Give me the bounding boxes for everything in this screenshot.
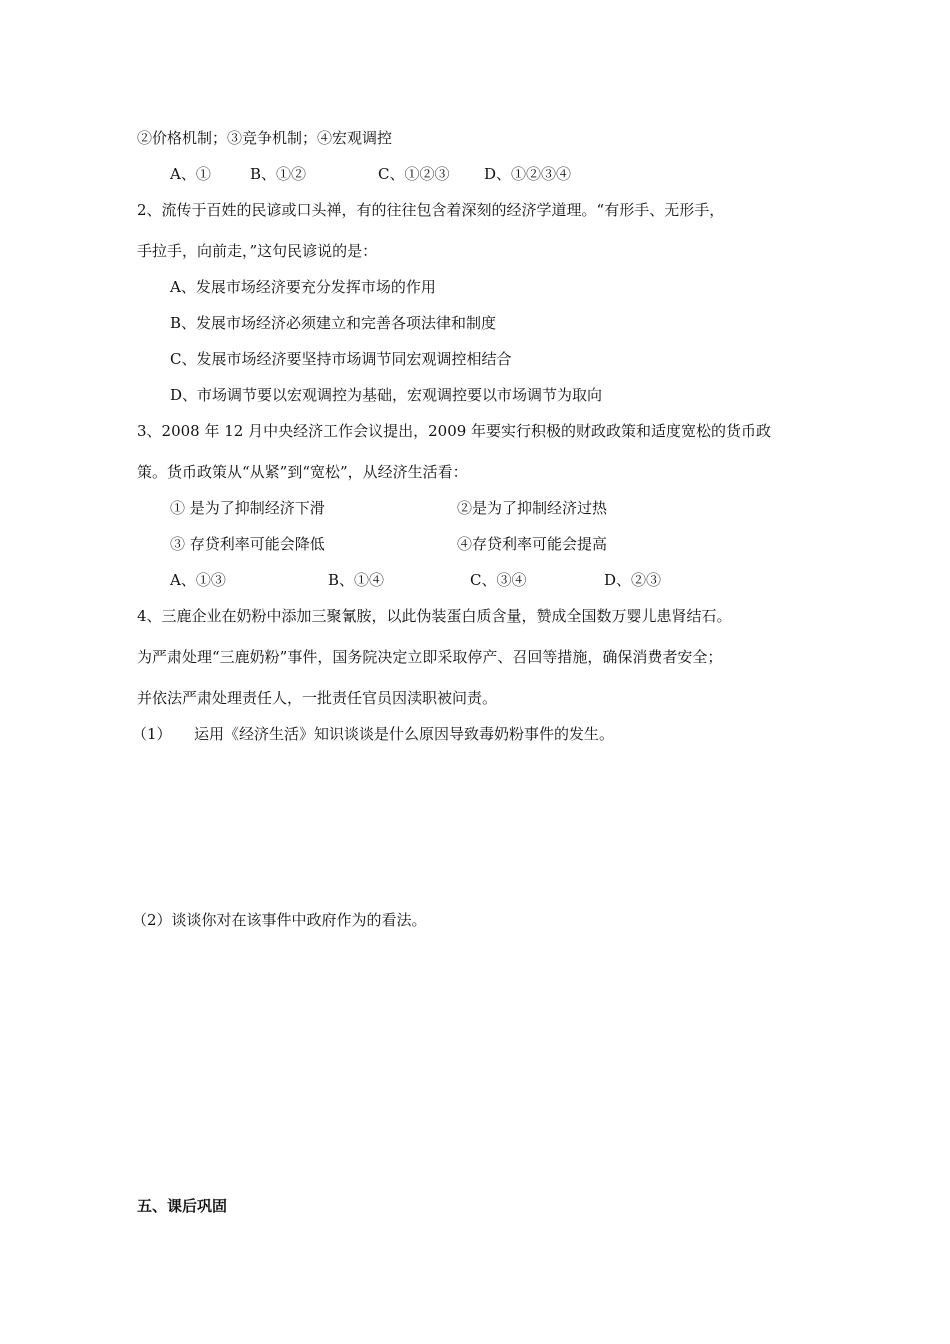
- q2-option-a: A、发展市场经济要充分发挥市场的作用: [170, 278, 436, 296]
- q2-stem-line-1: 2、流传于百姓的民谚或口头禅，有的往往包含着深刻的经济学道理。“有形手、无形手，: [137, 201, 725, 219]
- q3-option-d: D、②③: [604, 571, 662, 589]
- q3-stem-line-1: 3、2008 年 12 月中央经济工作会议提出，2009 年要实行积极的财政政策和适度宽松的货币政: [137, 422, 772, 440]
- q4-stem-line-2: 为严肃处理“三鹿奶粉”事件，国务院决定立即采取停产、召回等措施，确保消费者安全；: [137, 648, 723, 666]
- q4-sub1-text: 运用《经济生活》知识谈谈是什么原因导致毒奶粉事件的发生。: [194, 725, 615, 743]
- q3-option-a: A、①③: [170, 571, 226, 589]
- q3-option-b: B、①④: [328, 571, 385, 589]
- q3-item-1: ① 是为了抑制经济下滑: [170, 499, 325, 517]
- q2-option-b: B、发展市场经济必须建立和完善各项法律和制度: [170, 314, 497, 332]
- q3-item-3: ③ 存贷利率可能会降低: [170, 535, 325, 553]
- q2-stem-line-2: 手拉手，向前走，”这句民谚说的是：: [137, 242, 378, 260]
- q1-option-c: C、①②③: [378, 165, 450, 183]
- q3-item-4: ④存贷利率可能会提高: [457, 535, 608, 553]
- q1-option-d: D、①②③④: [484, 165, 572, 183]
- q3-stem-line-2: 策。货币政策从“从紧”到“宽松”，从经济生活看：: [137, 463, 468, 481]
- q4-stem-line-1: 4、三鹿企业在奶粉中添加三聚氰胺，以此伪装蛋白质含量，赞成全国数万婴儿患肾结石。: [137, 607, 732, 625]
- q2-option-d: D、市场调节要以宏观调控为基础，宏观调控要以市场调节为取向: [170, 386, 603, 404]
- q3-option-c: C、③④: [470, 571, 527, 589]
- q4-stem-line-3: 并依法严肃处理责任人，一批责任官员因渎职被问责。: [137, 689, 498, 707]
- section-title: 五、课后巩固: [137, 1197, 228, 1215]
- q3-item-2: ②是为了抑制经济过热: [457, 499, 608, 517]
- q1-option-b: B、①②: [250, 165, 307, 183]
- q4-sub1-number: （1）: [132, 725, 172, 743]
- q2-option-c: C、发展市场经济要坚持市场调节同宏观调控相结合: [170, 350, 512, 368]
- q4-sub2: （2）谈谈你对在该事件中政府作为的看法。: [132, 911, 427, 929]
- q1-option-a: A、①: [170, 165, 211, 183]
- q1-stem-tail: ②价格机制；③竞争机制；④宏观调控: [137, 129, 393, 147]
